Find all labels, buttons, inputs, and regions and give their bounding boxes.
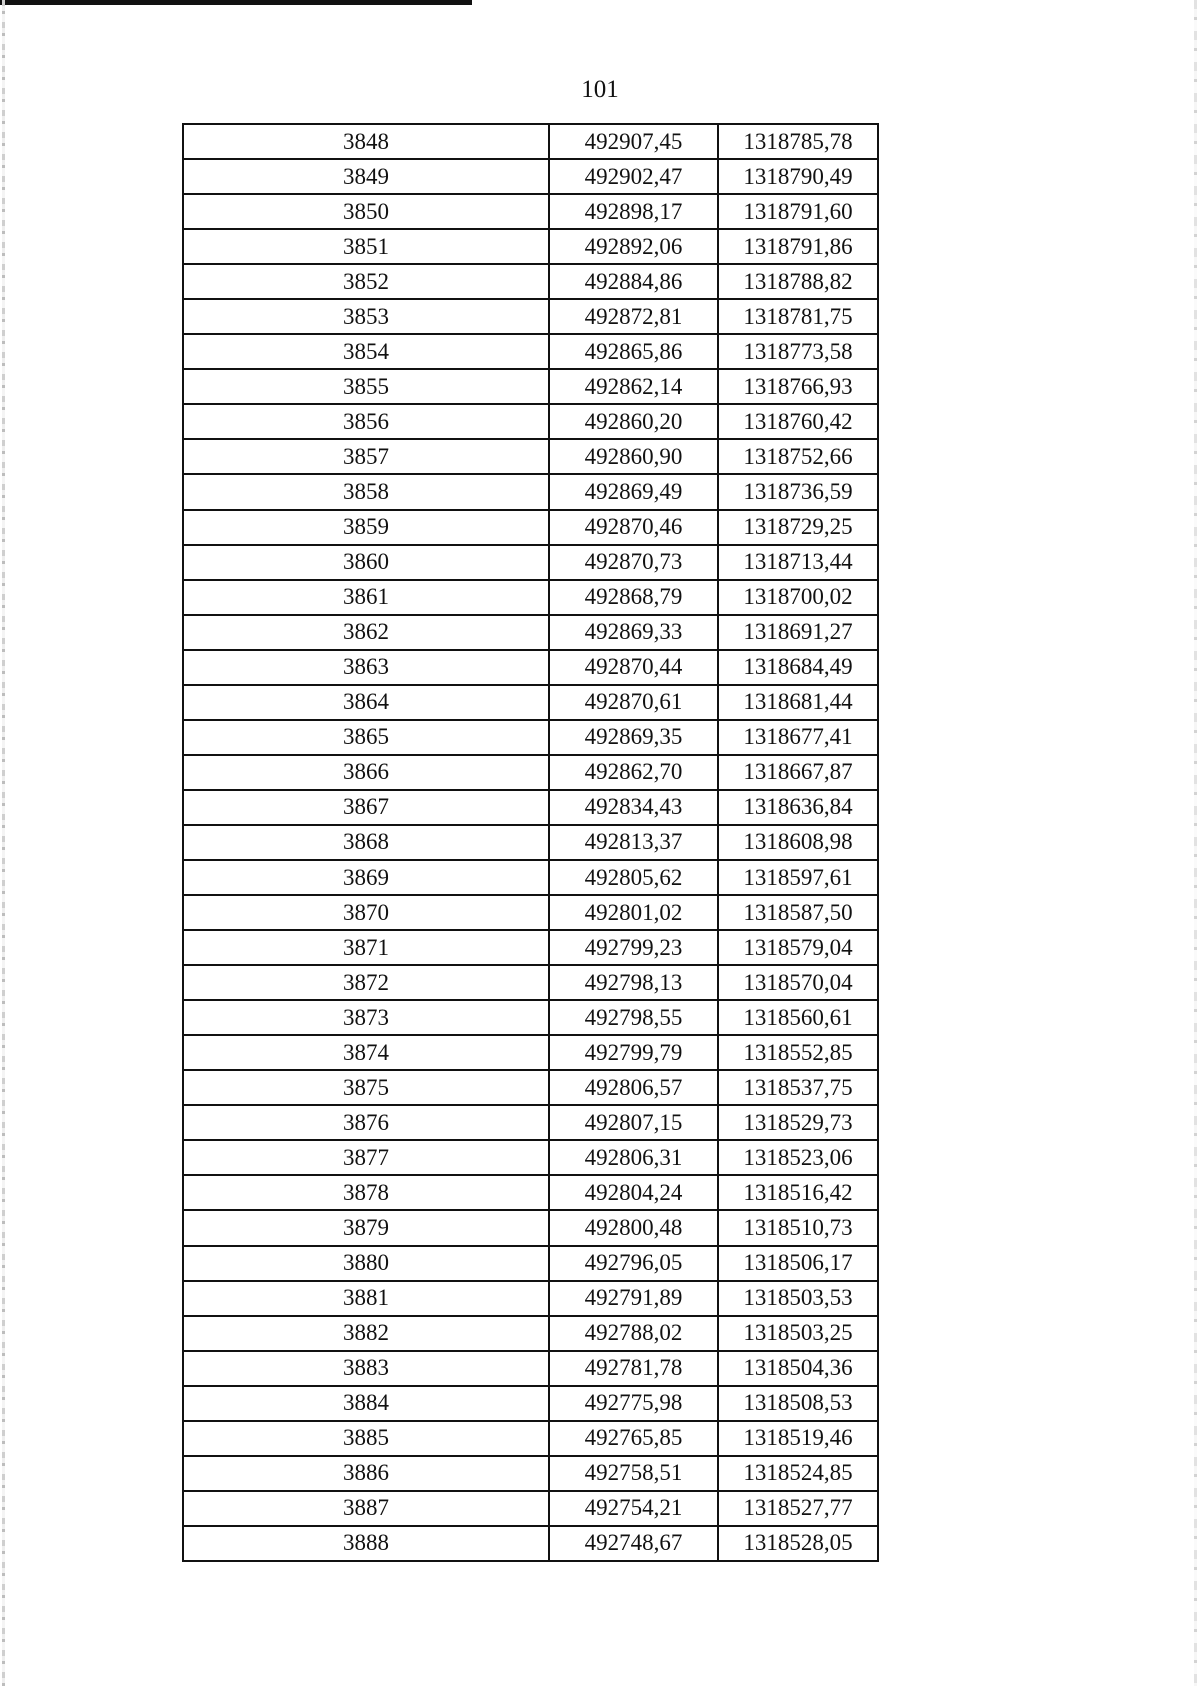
point-number-cell: 3862 bbox=[183, 615, 549, 650]
y-coordinate-cell: 1318552,85 bbox=[718, 1035, 878, 1070]
x-coordinate-cell: 492860,90 bbox=[549, 439, 718, 474]
y-coordinate-cell: 1318503,53 bbox=[718, 1281, 878, 1316]
table-row bbox=[183, 194, 878, 229]
x-coordinate-cell: 492870,73 bbox=[549, 545, 718, 580]
table-row bbox=[183, 1491, 878, 1526]
coordinates-table-body bbox=[183, 124, 878, 1561]
x-coordinate-cell: 492807,15 bbox=[549, 1105, 718, 1140]
table-row bbox=[183, 930, 878, 965]
point-number-cell: 3861 bbox=[183, 580, 549, 615]
table-row bbox=[183, 474, 878, 509]
point-number-cell: 3866 bbox=[183, 755, 549, 790]
table-row bbox=[183, 1351, 878, 1386]
x-coordinate-cell: 492806,31 bbox=[549, 1140, 718, 1175]
table-row bbox=[183, 1140, 878, 1175]
point-number-cell: 3884 bbox=[183, 1386, 549, 1421]
table-row bbox=[183, 1246, 878, 1281]
table-row bbox=[183, 229, 878, 264]
x-coordinate-cell: 492907,45 bbox=[549, 124, 718, 159]
table-row bbox=[183, 510, 878, 545]
table-row bbox=[183, 1210, 878, 1245]
x-coordinate-cell: 492796,05 bbox=[549, 1246, 718, 1281]
y-coordinate-cell: 1318713,44 bbox=[718, 545, 878, 580]
table-row bbox=[183, 124, 878, 159]
y-coordinate-cell: 1318527,77 bbox=[718, 1491, 878, 1526]
point-number-cell: 3849 bbox=[183, 159, 549, 194]
y-coordinate-cell: 1318788,82 bbox=[718, 264, 878, 299]
x-coordinate-cell: 492798,55 bbox=[549, 1000, 718, 1035]
y-coordinate-cell: 1318790,49 bbox=[718, 159, 878, 194]
table-row bbox=[183, 1386, 878, 1421]
y-coordinate-cell: 1318528,05 bbox=[718, 1526, 878, 1561]
y-coordinate-cell: 1318519,46 bbox=[718, 1421, 878, 1456]
y-coordinate-cell: 1318560,61 bbox=[718, 1000, 878, 1035]
y-coordinate-cell: 1318785,78 bbox=[718, 124, 878, 159]
table-row bbox=[183, 159, 878, 194]
x-coordinate-cell: 492805,62 bbox=[549, 860, 718, 895]
y-coordinate-cell: 1318684,49 bbox=[718, 650, 878, 685]
x-coordinate-cell: 492804,24 bbox=[549, 1175, 718, 1210]
table-row bbox=[183, 965, 878, 1000]
x-coordinate-cell: 492788,02 bbox=[549, 1316, 718, 1351]
y-coordinate-cell: 1318681,44 bbox=[718, 685, 878, 720]
point-number-cell: 3883 bbox=[183, 1351, 549, 1386]
point-number-cell: 3851 bbox=[183, 229, 549, 264]
table-row bbox=[183, 369, 878, 404]
table-row bbox=[183, 1070, 878, 1105]
x-coordinate-cell: 492754,21 bbox=[549, 1491, 718, 1526]
x-coordinate-cell: 492862,70 bbox=[549, 755, 718, 790]
table-row bbox=[183, 720, 878, 755]
y-coordinate-cell: 1318791,86 bbox=[718, 229, 878, 264]
table-row bbox=[183, 264, 878, 299]
y-coordinate-cell: 1318752,66 bbox=[718, 439, 878, 474]
y-coordinate-cell: 1318736,59 bbox=[718, 474, 878, 509]
table-row bbox=[183, 895, 878, 930]
y-coordinate-cell: 1318508,53 bbox=[718, 1386, 878, 1421]
x-coordinate-cell: 492775,98 bbox=[549, 1386, 718, 1421]
point-number-cell: 3863 bbox=[183, 650, 549, 685]
table-row bbox=[183, 404, 878, 439]
table-row bbox=[183, 685, 878, 720]
y-coordinate-cell: 1318677,41 bbox=[718, 720, 878, 755]
table-row bbox=[183, 1421, 878, 1456]
x-coordinate-cell: 492902,47 bbox=[549, 159, 718, 194]
point-number-cell: 3853 bbox=[183, 299, 549, 334]
x-coordinate-cell: 492748,67 bbox=[549, 1526, 718, 1561]
y-coordinate-cell: 1318504,36 bbox=[718, 1351, 878, 1386]
point-number-cell: 3859 bbox=[183, 510, 549, 545]
top-rule bbox=[0, 0, 472, 5]
point-number-cell: 3881 bbox=[183, 1281, 549, 1316]
x-coordinate-cell: 492806,57 bbox=[549, 1070, 718, 1105]
point-number-cell: 3867 bbox=[183, 790, 549, 825]
point-number-cell: 3872 bbox=[183, 965, 549, 1000]
page-number: 101 bbox=[581, 76, 619, 103]
point-number-cell: 3870 bbox=[183, 895, 549, 930]
y-coordinate-cell: 1318524,85 bbox=[718, 1456, 878, 1491]
x-coordinate-cell: 492862,14 bbox=[549, 369, 718, 404]
x-coordinate-cell: 492834,43 bbox=[549, 790, 718, 825]
x-coordinate-cell: 492869,49 bbox=[549, 474, 718, 509]
point-number-cell: 3876 bbox=[183, 1105, 549, 1140]
y-coordinate-cell: 1318729,25 bbox=[718, 510, 878, 545]
point-number-cell: 3850 bbox=[183, 194, 549, 229]
y-coordinate-cell: 1318760,42 bbox=[718, 404, 878, 439]
y-coordinate-cell: 1318766,93 bbox=[718, 369, 878, 404]
table-row bbox=[183, 615, 878, 650]
y-coordinate-cell: 1318636,84 bbox=[718, 790, 878, 825]
scan-edge-right bbox=[1194, 0, 1197, 1686]
table-row bbox=[183, 545, 878, 580]
point-number-cell: 3877 bbox=[183, 1140, 549, 1175]
table-row bbox=[183, 1105, 878, 1140]
x-coordinate-cell: 492798,13 bbox=[549, 965, 718, 1000]
x-coordinate-cell: 492813,37 bbox=[549, 825, 718, 860]
y-coordinate-cell: 1318691,27 bbox=[718, 615, 878, 650]
x-coordinate-cell: 492799,23 bbox=[549, 930, 718, 965]
point-number-cell: 3886 bbox=[183, 1456, 549, 1491]
x-coordinate-cell: 492872,81 bbox=[549, 299, 718, 334]
point-number-cell: 3868 bbox=[183, 825, 549, 860]
table-row bbox=[183, 1316, 878, 1351]
x-coordinate-cell: 492898,17 bbox=[549, 194, 718, 229]
table-row bbox=[183, 755, 878, 790]
x-coordinate-cell: 492870,61 bbox=[549, 685, 718, 720]
x-coordinate-cell: 492865,86 bbox=[549, 334, 718, 369]
point-number-cell: 3857 bbox=[183, 439, 549, 474]
table-row bbox=[183, 860, 878, 895]
y-coordinate-cell: 1318587,50 bbox=[718, 895, 878, 930]
point-number-cell: 3864 bbox=[183, 685, 549, 720]
x-coordinate-cell: 492884,86 bbox=[549, 264, 718, 299]
point-number-cell: 3848 bbox=[183, 124, 549, 159]
y-coordinate-cell: 1318570,04 bbox=[718, 965, 878, 1000]
y-coordinate-cell: 1318516,42 bbox=[718, 1175, 878, 1210]
y-coordinate-cell: 1318523,06 bbox=[718, 1140, 878, 1175]
y-coordinate-cell: 1318667,87 bbox=[718, 755, 878, 790]
table-row bbox=[183, 580, 878, 615]
point-number-cell: 3880 bbox=[183, 1246, 549, 1281]
y-coordinate-cell: 1318506,17 bbox=[718, 1246, 878, 1281]
point-number-cell: 3854 bbox=[183, 334, 549, 369]
point-number-cell: 3860 bbox=[183, 545, 549, 580]
x-coordinate-cell: 492870,46 bbox=[549, 510, 718, 545]
y-coordinate-cell: 1318791,60 bbox=[718, 194, 878, 229]
table-row bbox=[183, 1000, 878, 1035]
x-coordinate-cell: 492870,44 bbox=[549, 650, 718, 685]
table-row bbox=[183, 1526, 878, 1561]
table-row bbox=[183, 1035, 878, 1070]
y-coordinate-cell: 1318579,04 bbox=[718, 930, 878, 965]
point-number-cell: 3874 bbox=[183, 1035, 549, 1070]
y-coordinate-cell: 1318773,58 bbox=[718, 334, 878, 369]
point-number-cell: 3882 bbox=[183, 1316, 549, 1351]
point-number-cell: 3869 bbox=[183, 860, 549, 895]
table-row bbox=[183, 790, 878, 825]
y-coordinate-cell: 1318700,02 bbox=[718, 580, 878, 615]
x-coordinate-cell: 492799,79 bbox=[549, 1035, 718, 1070]
point-number-cell: 3871 bbox=[183, 930, 549, 965]
y-coordinate-cell: 1318597,61 bbox=[718, 860, 878, 895]
x-coordinate-cell: 492781,78 bbox=[549, 1351, 718, 1386]
y-coordinate-cell: 1318781,75 bbox=[718, 299, 878, 334]
x-coordinate-cell: 492758,51 bbox=[549, 1456, 718, 1491]
point-number-cell: 3878 bbox=[183, 1175, 549, 1210]
y-coordinate-cell: 1318608,98 bbox=[718, 825, 878, 860]
x-coordinate-cell: 492800,48 bbox=[549, 1210, 718, 1245]
x-coordinate-cell: 492869,35 bbox=[549, 720, 718, 755]
x-coordinate-cell: 492765,85 bbox=[549, 1421, 718, 1456]
point-number-cell: 3879 bbox=[183, 1210, 549, 1245]
y-coordinate-cell: 1318529,73 bbox=[718, 1105, 878, 1140]
x-coordinate-cell: 492791,89 bbox=[549, 1281, 718, 1316]
point-number-cell: 3885 bbox=[183, 1421, 549, 1456]
point-number-cell: 3856 bbox=[183, 404, 549, 439]
point-number-cell: 3887 bbox=[183, 1491, 549, 1526]
y-coordinate-cell: 1318503,25 bbox=[718, 1316, 878, 1351]
x-coordinate-cell: 492860,20 bbox=[549, 404, 718, 439]
x-coordinate-cell: 492869,33 bbox=[549, 615, 718, 650]
x-coordinate-cell: 492868,79 bbox=[549, 580, 718, 615]
point-number-cell: 3865 bbox=[183, 720, 549, 755]
table-row bbox=[183, 650, 878, 685]
table-row bbox=[183, 439, 878, 474]
coordinates-table bbox=[182, 123, 879, 1562]
table-row bbox=[183, 1175, 878, 1210]
point-number-cell: 3858 bbox=[183, 474, 549, 509]
x-coordinate-cell: 492801,02 bbox=[549, 895, 718, 930]
table-row bbox=[183, 825, 878, 860]
y-coordinate-cell: 1318537,75 bbox=[718, 1070, 878, 1105]
point-number-cell: 3852 bbox=[183, 264, 549, 299]
x-coordinate-cell: 492892,06 bbox=[549, 229, 718, 264]
point-number-cell: 3855 bbox=[183, 369, 549, 404]
y-coordinate-cell: 1318510,73 bbox=[718, 1210, 878, 1245]
table-row bbox=[183, 334, 878, 369]
table-row bbox=[183, 1456, 878, 1491]
scan-edge-left bbox=[2, 0, 5, 1686]
table-row bbox=[183, 1281, 878, 1316]
table-row bbox=[183, 299, 878, 334]
point-number-cell: 3888 bbox=[183, 1526, 549, 1561]
point-number-cell: 3873 bbox=[183, 1000, 549, 1035]
point-number-cell: 3875 bbox=[183, 1070, 549, 1105]
